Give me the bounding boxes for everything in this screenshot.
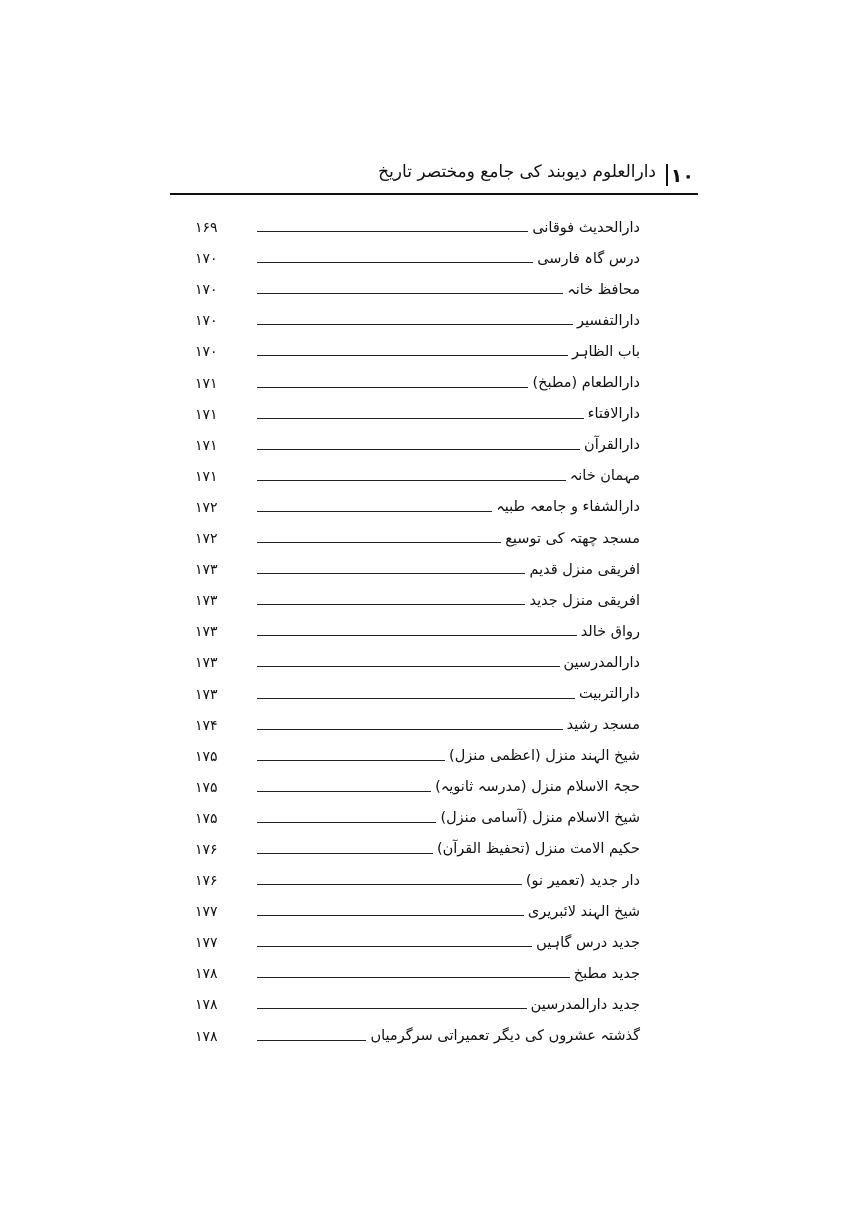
toc-leader-line — [257, 760, 445, 761]
book-title: دارالعلوم دیوبند کی جامع ومختصر تاریخ — [378, 162, 656, 182]
toc-entry-page: ۱۷۵ — [195, 810, 218, 827]
toc-entry-title: حجۃ الاسلام منزل (مدرسہ ثانویہ) — [435, 779, 640, 796]
toc-entry — [195, 894, 640, 925]
toc-leader-line — [257, 511, 492, 512]
toc-entry-title: جدید مطبخ — [573, 965, 640, 982]
toc-entry — [195, 832, 640, 863]
toc-entry-page: ۱۷۳ — [195, 562, 218, 579]
toc-entry-title: دارالشفاء و جامعہ طبیہ — [496, 499, 640, 516]
toc-leader-line — [257, 915, 524, 916]
toc-entry-title: دارالتفسیر — [577, 312, 640, 329]
toc-leader-line — [257, 573, 525, 574]
toc-leader-line — [257, 604, 525, 605]
toc-entry-page: ۱۷۰ — [195, 344, 218, 361]
toc-leader-line — [257, 480, 566, 481]
toc-entry-title: دارالتربیت — [579, 686, 640, 702]
toc-leader-line — [257, 822, 436, 823]
toc-entry-title: جدید درس گاہیں — [536, 934, 640, 951]
toc-leader-line — [257, 698, 575, 699]
toc-entry-title: مسجد چھتہ کی توسیع — [505, 530, 640, 547]
toc-entry-title: دار جدید (تعمیر نو) — [525, 872, 640, 889]
toc-leader-line — [257, 1040, 366, 1041]
toc-leader-line — [257, 293, 563, 294]
toc-entry — [195, 303, 640, 334]
toc-entry-title: افریقی منزل جدید — [529, 592, 640, 609]
toc-leader-line — [257, 387, 528, 388]
toc-entry-page: ۱۷۱ — [195, 437, 218, 454]
toc-leader-line — [257, 355, 568, 356]
toc-entry — [195, 334, 640, 365]
toc-entry-page: ۱۷۴ — [195, 717, 218, 734]
toc-leader-line — [257, 635, 577, 636]
toc-entry-page: ۱۷۳ — [195, 593, 218, 610]
toc-entry — [195, 987, 640, 1018]
toc-entry-page: ۱۷۰ — [195, 313, 218, 330]
toc-entry — [195, 676, 640, 707]
toc-entry-title: دارالافتاء — [587, 406, 640, 423]
toc-entry-title: رواق خالد — [580, 623, 640, 640]
toc-entry-page: ۱۷۷ — [195, 904, 218, 921]
toc-entry — [195, 365, 640, 396]
toc-leader-line — [257, 262, 533, 263]
toc-entry — [195, 1018, 640, 1049]
toc-entry-title: دارالطعام (مطبخ) — [532, 375, 640, 392]
toc-leader-line — [257, 884, 522, 885]
toc-entry-page: ۱۷۲ — [195, 531, 218, 548]
toc-entry-title: محافظ خانہ — [567, 281, 640, 298]
toc-entry — [195, 925, 640, 956]
page-number: ۱۰ — [670, 165, 694, 187]
toc-entry-page: ۱۶۹ — [195, 220, 218, 237]
toc-entry-title: مسجد رشید — [566, 717, 640, 734]
toc-entry-page: ۱۷۲ — [195, 499, 218, 516]
toc-leader-line — [257, 418, 584, 419]
toc-entry — [195, 863, 640, 894]
toc-leader-line — [257, 977, 570, 978]
toc-entry — [195, 210, 640, 241]
toc-entry-title: دارالحدیث فوقانی — [532, 219, 640, 236]
toc-leader-line — [257, 946, 532, 947]
toc-entry-page: ۱۷۰ — [195, 282, 218, 299]
table-of-contents — [195, 210, 640, 1050]
toc-entry — [195, 241, 640, 272]
toc-entry — [195, 645, 640, 676]
toc-entry — [195, 552, 640, 583]
toc-entry — [195, 583, 640, 614]
toc-entry-title: شیخ الہند منزل (اعظمی منزل) — [449, 748, 640, 765]
toc-entry-title: گذشتہ عشروں کی دیگر تعمیراتی سرگرمیاں — [370, 1028, 640, 1045]
toc-entry-page: ۱۷۰ — [195, 251, 218, 268]
toc-entry-page: ۱۷۸ — [195, 966, 218, 983]
toc-entry-title: جدید دارالمدرسین — [530, 996, 640, 1013]
toc-entry-title: مہمان خانہ — [569, 468, 640, 485]
toc-leader-line — [257, 666, 560, 667]
toc-entry — [195, 708, 640, 739]
toc-entry — [195, 801, 640, 832]
toc-entry-title: دارالمدرسین — [563, 654, 640, 671]
toc-entry — [195, 614, 640, 645]
toc-leader-line — [257, 791, 431, 792]
toc-entry-title: باب الظاہر — [572, 343, 640, 360]
toc-entry-page: ۱۷۸ — [195, 997, 218, 1014]
toc-entry — [195, 770, 640, 801]
toc-leader-line — [257, 853, 433, 854]
toc-entry-page: ۱۷۸ — [195, 1028, 218, 1045]
toc-entry-title: دارالقرآن — [584, 437, 640, 454]
running-header — [170, 155, 698, 195]
toc-entry — [195, 428, 640, 459]
toc-entry-page: ۱۷۱ — [195, 406, 218, 423]
toc-entry-title: افریقی منزل قدیم — [529, 561, 640, 578]
toc-entry — [195, 490, 640, 521]
header-rule — [170, 193, 698, 195]
toc-leader-line — [257, 449, 580, 450]
header-separator — [666, 164, 668, 186]
toc-entry-page: ۱۷۵ — [195, 748, 218, 765]
toc-entry-page: ۱۷۳ — [195, 624, 218, 641]
toc-entry-title: شیخ الاسلام منزل (آسامی منزل) — [440, 810, 640, 827]
toc-entry — [195, 521, 640, 552]
toc-leader-line — [257, 1008, 527, 1009]
toc-entry-page: ۱۷۳ — [195, 655, 218, 672]
toc-entry-page: ۱۷۱ — [195, 468, 218, 485]
toc-entry-page: ۱۷۶ — [195, 841, 218, 858]
toc-entry-page: ۱۷۵ — [195, 779, 218, 796]
toc-entry — [195, 956, 640, 987]
toc-entry-page: ۱۷۶ — [195, 873, 218, 890]
toc-leader-line — [257, 729, 563, 730]
toc-leader-line — [257, 231, 528, 232]
toc-entry — [195, 459, 640, 490]
toc-entry-title: درس گاہ فارسی — [537, 250, 640, 267]
toc-entry — [195, 272, 640, 303]
toc-leader-line — [257, 542, 501, 543]
toc-entry-title: حکیم الامت منزل (تحفیظ القرآن) — [436, 841, 640, 858]
toc-entry-page: ۱۷۷ — [195, 935, 218, 952]
toc-entry-page: ۱۷۳ — [195, 686, 218, 703]
toc-entry — [195, 739, 640, 770]
toc-entry — [195, 397, 640, 428]
toc-entry-title: شیخ الہند لائبریری — [527, 903, 640, 920]
toc-entry-page: ۱۷۱ — [195, 375, 218, 392]
toc-leader-line — [257, 324, 573, 325]
